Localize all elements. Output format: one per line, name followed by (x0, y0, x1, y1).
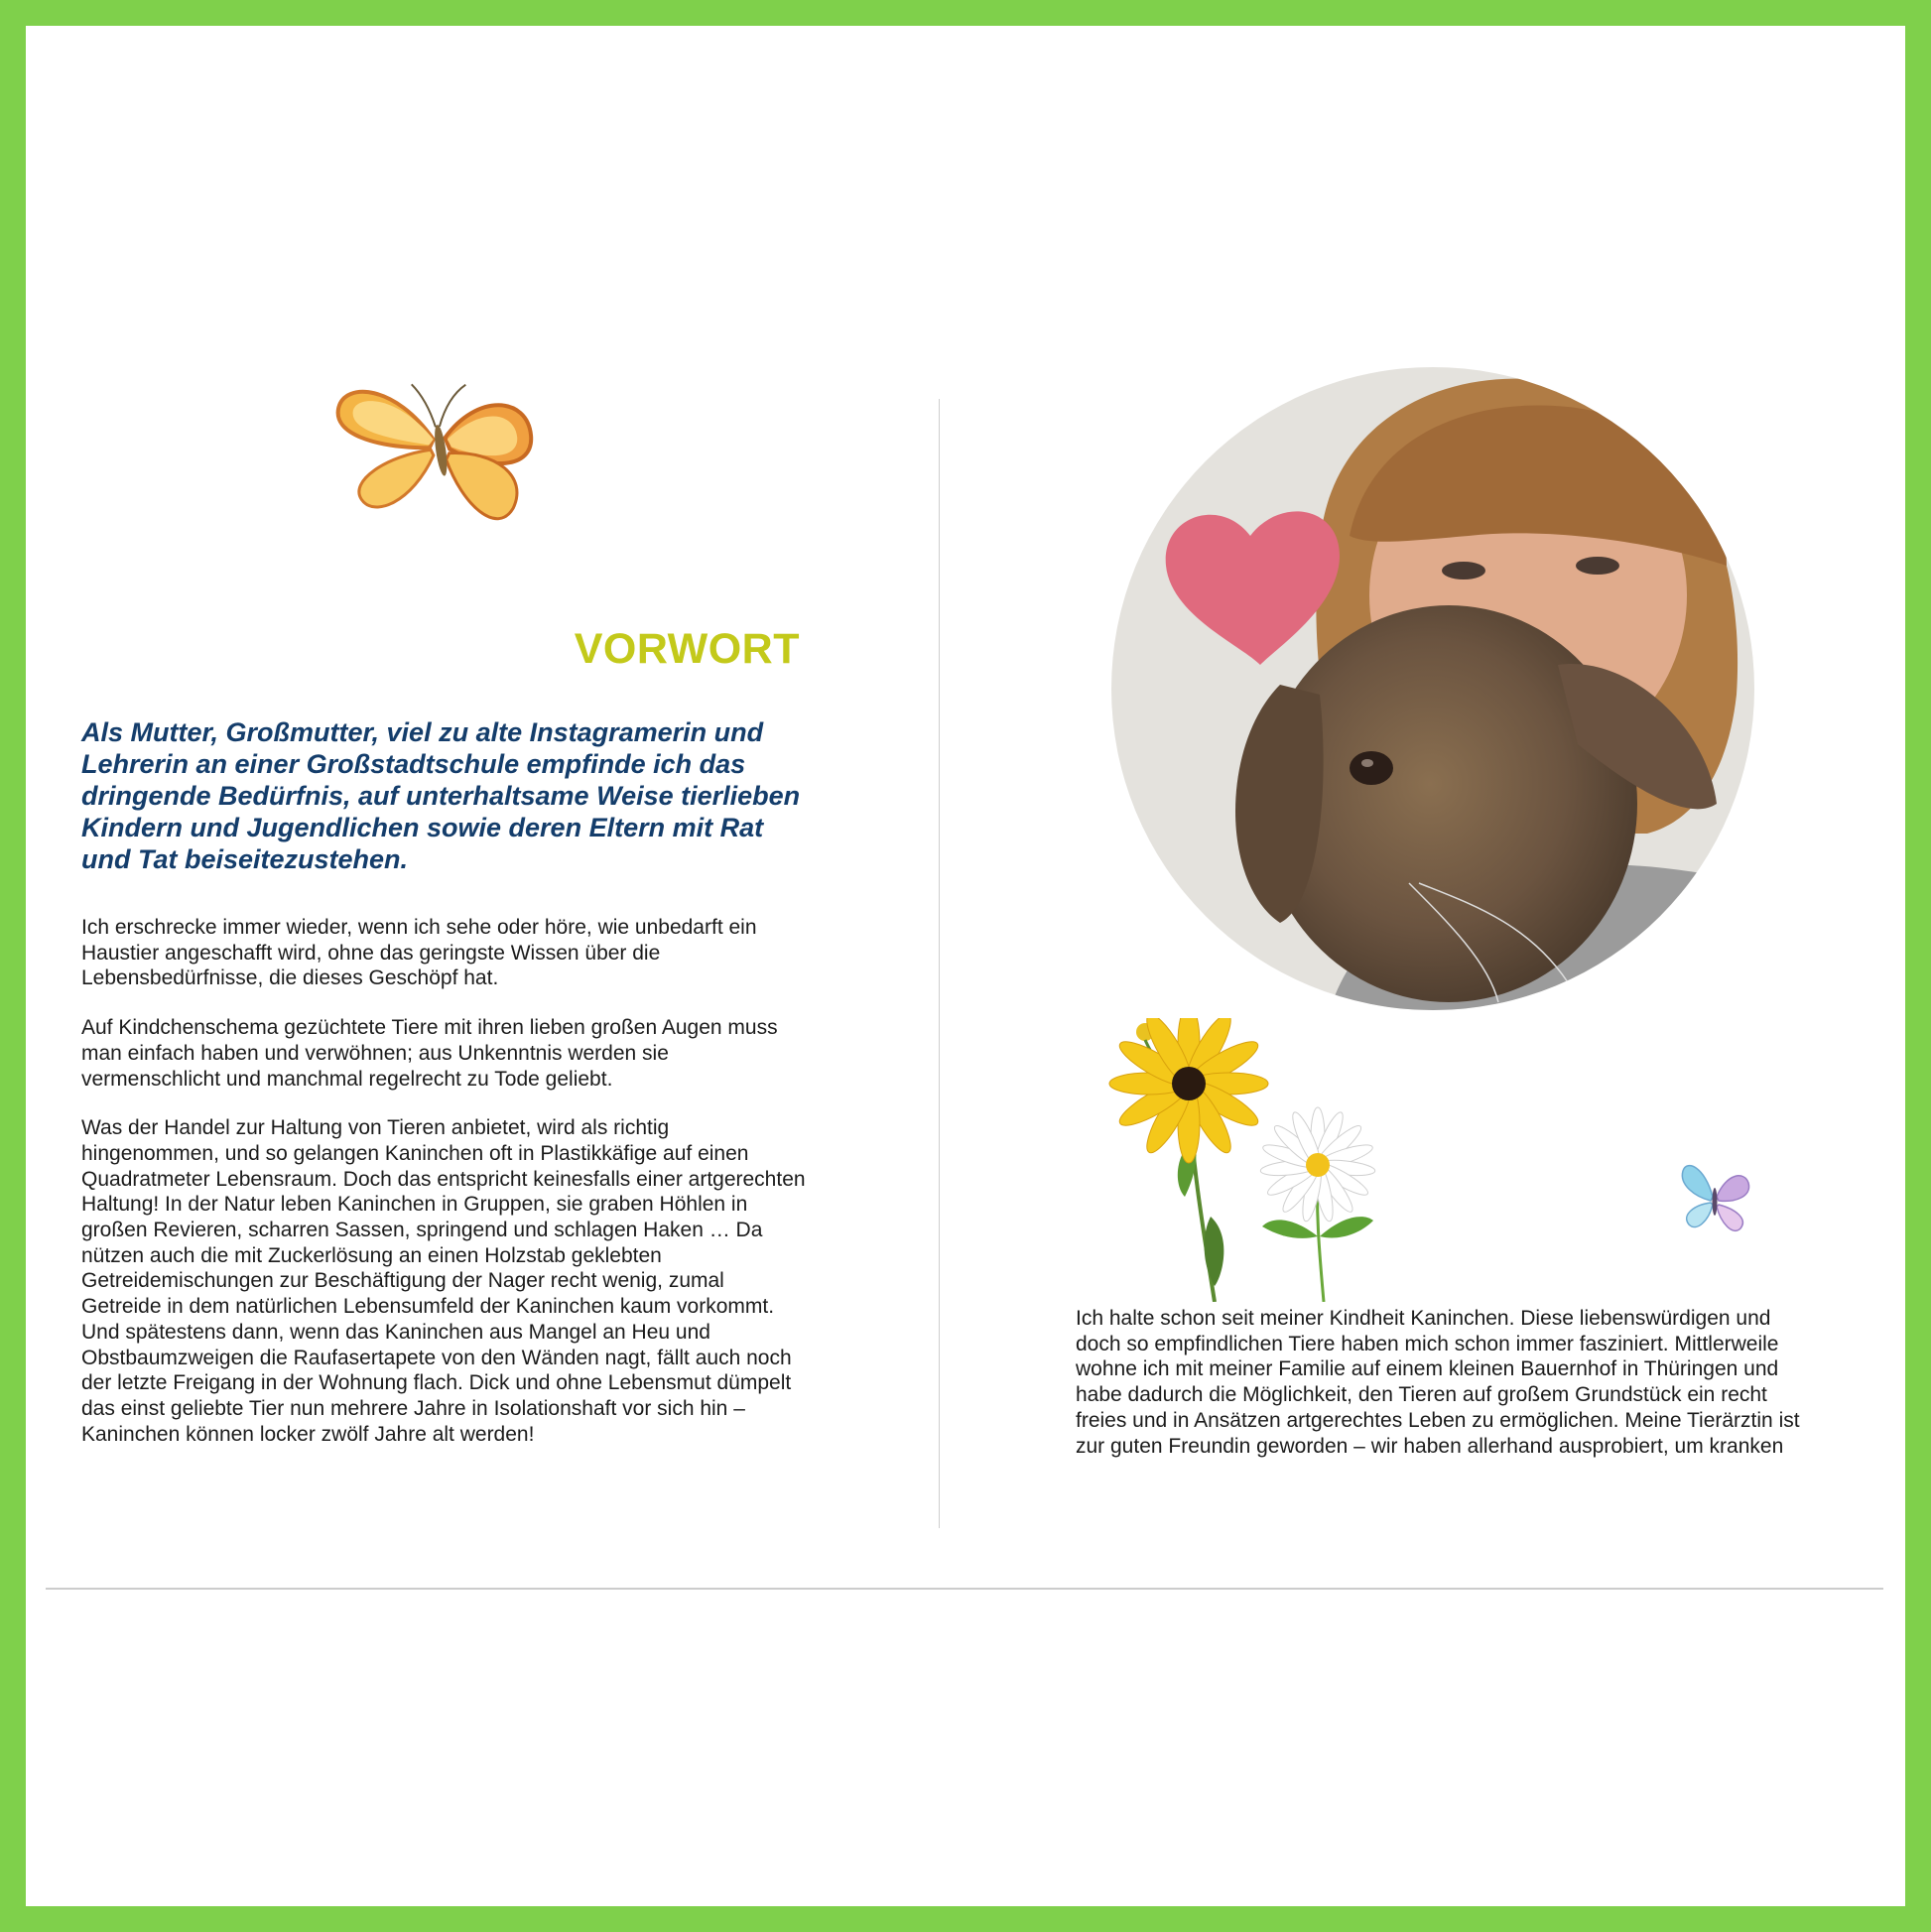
left-body-text (81, 915, 806, 1471)
body-paragraph: Ich erschrecke immer wieder, wenn ich sehe oder höre, wie unbedarft ein Haustier angeschafft wird, ohne das geringste Wissen über die Lebensbedürfnisse, die dieses Geschöpf hat. (81, 916, 757, 990)
column-divider (939, 399, 940, 1528)
body-paragraph: Was der Handel zur Haltung von Tieren anbietet, wird als richtig hingenommen, und so gelangen Kaninchen oft in Plastikkäfige auf einen Quadratmeter Lebensraum. Doch das entspricht keinesfalls einer artgerechten Haltung! In der Natur leben Kaninchen in Gruppen, sie graben Höhlen in großen Revieren, scharren Sassen, springend und schlagen Haken … Da nützen auch die mit Zuckerlösung an einen Holzstab geklebten Getreidemischungen zur Beschäftigung der Nager recht wenig, zumal Getreide in dem natürlichen Lebensumfeld der Kaninchen kaum vorkommt. Und spätestens dann, wenn das Kaninchen aus Mangel an Heu und Obstbaumzweigen die Raufasertapete von den Wänden nagt, fällt auch noch der letzte Freigang in der Wohnung flach. Dick und ohne Lebensmut dümpelt das einst geliebte Tier nun mehrere Jahre in Isolationshaft vor sich hin – Kaninchen können locker zwölf Jahre alt werden! (81, 1116, 806, 1446)
sunflower-and-daisy-icon (1103, 1018, 1391, 1302)
body-paragraph: Auf Kindchenschema gezüchtete Tiere mit ihren lieben großen Augen muss man einfach haben und verwöhnen; aus Unkenntnis werden sie vermenschlicht und manchmal regelrecht zu Tode geliebt. (81, 1016, 778, 1091)
bottom-divider (46, 1588, 1883, 1590)
page-title: VORWORT (574, 625, 800, 673)
right-body-text: Ich halte schon seit meiner Kindheit Kaninchen. Diese liebenswürdigen und doch so empfindlichen Tiere haben mich schon immer fasziniert. Mittlerweile wohne ich mit meiner Familie auf einem kleinen Bauernhof in Thüringen und habe dadurch die Möglichkeit, den Tieren auf großem Grundstück ein recht freies und in Ansätzen artgerechtes Leben zu ermöglichen. Meine Tierärztin ist zur guten Freundin geworden – wir haben allerhand ausprobiert, um kranken (1076, 1307, 1800, 1458)
woman-with-rabbit-photo (1111, 367, 1754, 1010)
intro-paragraph: Als Mutter, Großmutter, viel zu alte Instagramerin und Lehrerin an einer Großstadtschule empfinde ich das dringende Bedürfnis, auf unterhaltsame Weise tierlieben Kindern und Jugendlichen sowie deren Eltern mit Rat und Tat beiseitezustehen. (81, 717, 801, 874)
blue-butterfly-icon (1675, 1157, 1756, 1236)
orange-butterfly-icon (335, 359, 544, 538)
